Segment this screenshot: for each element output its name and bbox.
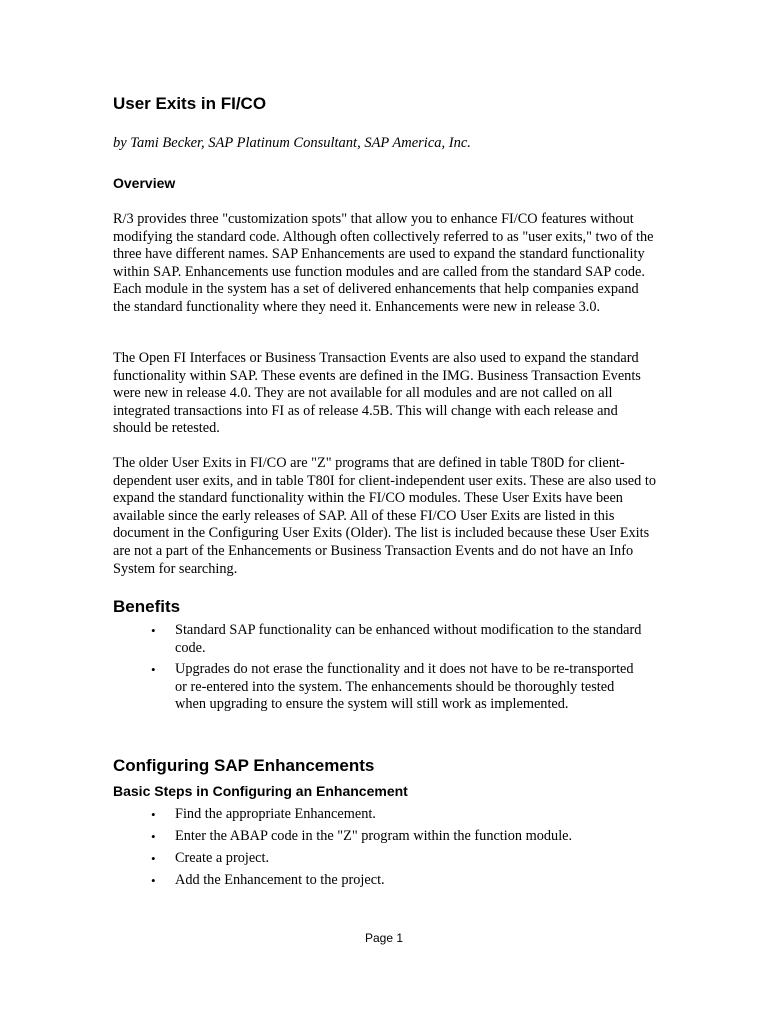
- step-text: Enter the ABAP code in the "Z" program within the function module.: [175, 827, 573, 844]
- bullet-icon: •: [151, 807, 156, 822]
- step-text: Add the Enhancement to the project.: [175, 871, 385, 888]
- benefits-heading: Benefits: [113, 597, 181, 616]
- benefit-text: Upgrades do not erase the functionality and it does not have to be re-transported or re-entered into the system. The enhancements should be thoroughly tested when upgrading to ensure the system will still work as implemented.: [175, 661, 634, 713]
- bullet-icon: •: [151, 828, 156, 844]
- list-item: [113, 661, 658, 714]
- config-subheading: Basic Steps in Configuring an Enhancement: [113, 783, 408, 799]
- bullet-icon: •: [151, 872, 156, 888]
- overview-heading: Overview: [113, 175, 176, 191]
- list-item: [113, 622, 658, 657]
- page-number: Page 1: [364, 931, 404, 945]
- step-text: Create a project.: [175, 849, 270, 866]
- list-item: [113, 872, 658, 890]
- bullet-icon: •: [151, 850, 156, 866]
- bullet-icon: •: [151, 623, 156, 638]
- list-item: [113, 828, 658, 846]
- document-title: User Exits in FI/CO: [113, 94, 267, 113]
- step-text: Find the appropriate Enhancement.: [175, 806, 376, 822]
- overview-paragraph-1: R/3 provides three "customization spots" that allow you to enhance FI/CO features without modifying the standard code. Although often collectively referred to as "user exits," two of the three have different names. SAP Enhancements are used to expand the standard functionality within SAP. Enhancements use function modules and are called from the standard SAP code. Each module in the system has a set of delivered enhancements that help companies expand the standard functionality where they need it. Enhancements were new in release 3.0.: [113, 211, 654, 315]
- author-byline: by Tami Becker, SAP Platinum Consultant, SAP America, Inc.: [113, 135, 471, 151]
- benefits-list: [113, 622, 658, 718]
- list-item: [113, 806, 658, 824]
- config-heading: Configuring SAP Enhancements: [113, 756, 375, 775]
- steps-list: [113, 806, 658, 894]
- overview-paragraph-2: The Open FI Interfaces or Business Transaction Events are also used to expand the standard functionality within SAP. These events are defined in the IMG. Business Transaction Events were new in release 4.0. They are not available for all modules and are not called on all integrated transactions into FI as of release 4.5B. This will change with each release and should be retested.: [113, 350, 641, 437]
- benefit-text: Standard SAP functionality can be enhanced without modification to the standard code.: [175, 622, 642, 656]
- overview-paragraph-3: The older User Exits in FI/CO are "Z" programs that are defined in table T80D for client-dependent user exits, and in table T80I for client-independent user exits. These are also used to expand the standard functionality within the FI/CO modules. These User Exits have been available since the early releases of SAP. All of these FI/CO User Exits are listed in this document in the Configuring User Exits (Older). The list is included because these User Exits are not a part of the Enhancements or Business Transaction Events and do not have an Info System for searching.: [113, 455, 656, 577]
- bullet-icon: •: [151, 662, 156, 678]
- list-item: [113, 850, 658, 868]
